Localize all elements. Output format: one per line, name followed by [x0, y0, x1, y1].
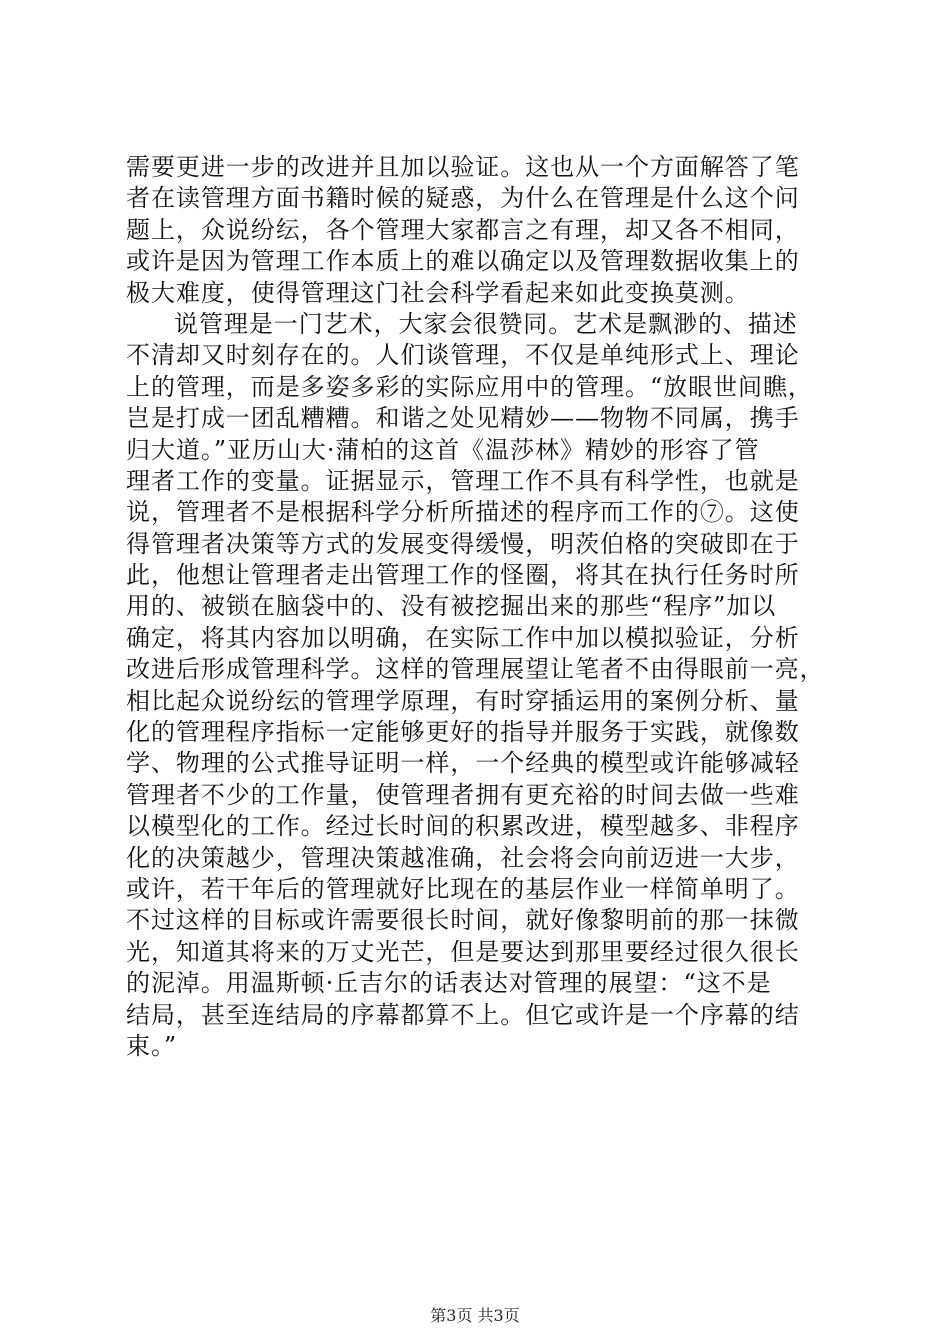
text-line: 结局，甚至连结局的序幕都算不上。但它或许是一个序幕的结	[126, 1000, 800, 1029]
text-line: 确定，将其内容加以明确，在实际工作中加以模拟验证，分析	[126, 623, 800, 652]
page-footer	[0, 1306, 950, 1326]
text-line: 化的管理程序指标一定能够更好的指导并服务于实践，就像数	[126, 718, 800, 747]
text-line: 不清却又时刻存在的。人们谈管理，不仅是单纯形式上、理论	[126, 341, 800, 370]
text-line: 极大难度，使得管理这门社会科学看起来如此变换莫测。	[126, 278, 750, 307]
text-line: 此，他想让管理者走出管理工作的怪圈，将其在执行任务时所	[126, 561, 800, 590]
text-line: 需要更进一步的改进并且加以验证。这也从一个方面解答了笔	[126, 153, 800, 181]
text-line: 相比起众说纷纭的管理学原理，有时穿插运用的案例分析、量	[126, 686, 800, 715]
paragraph-start-line: 说管理是一门艺术，大家会很赞同。艺术是飘渺的、描述	[174, 309, 798, 338]
text-line: 的泥淖。用温斯顿·丘吉尔的话表达对管理的展望：“这不是	[126, 969, 772, 998]
text-line: 得管理者决策等方式的发展变得缓慢，明茨伯格的突破即在于	[126, 529, 800, 558]
text-line: 者在读管理方面书籍时候的疑惑，为什么在管理是什么这个问	[126, 184, 800, 213]
text-line: 化的决策越少，管理决策越准确，社会将会向前迈进一大步，	[126, 843, 800, 872]
text-line: 理者工作的变量。证据显示，管理工作不具有科学性，也就是	[126, 466, 800, 495]
body-text	[126, 152, 836, 1062]
text-line: 用的、被锁在脑袋中的、没有被挖掘出来的那些“程序”加以	[126, 592, 777, 621]
text-line: 或许，若干年后的管理就好比现在的基层作业一样简单明了。	[126, 874, 800, 903]
text-line: 或许是因为管理工作本质上的难以确定以及管理数据收集上的	[126, 247, 800, 276]
text-line: 归大道。”亚历山大·蒲柏的这首《温莎林》精妙的形容了管	[126, 435, 760, 464]
text-line: 题上，众说纷纭，各个管理大家都言之有理，却又各不相同，	[126, 215, 800, 244]
text-line: 不过这样的目标或许需要很长时间，就好像黎明前的那一抹微	[126, 906, 800, 935]
text-line: 束。”	[126, 1031, 178, 1060]
page-number: 第3页 共3页	[430, 1306, 520, 1325]
text-line: 上的管理，而是多姿多彩的实际应用中的管理。“放眼世间瞧，	[126, 372, 813, 401]
text-line: 岂是打成一团乱糟糟。和谐之处见精妙——物物不同属，携手	[126, 404, 800, 433]
text-line: 说，管理者不是根据科学分析所描述的程序而工作的⑦。这使	[126, 498, 800, 527]
text-line: 以模型化的工作。经过长时间的积累改进，模型越多、非程序	[126, 812, 800, 841]
text-line: 改进后形成管理科学。这样的管理展望让笔者不由得眼前一亮，	[126, 655, 825, 684]
text-line: 光，知道其将来的万丈光芒，但是要达到那里要经过很久很长	[126, 937, 800, 966]
text-line: 学、物理的公式推导证明一样，一个经典的模型或许能够减轻	[126, 749, 800, 778]
text-line: 管理者不少的工作量，使管理者拥有更充裕的时间去做一些难	[126, 780, 800, 809]
